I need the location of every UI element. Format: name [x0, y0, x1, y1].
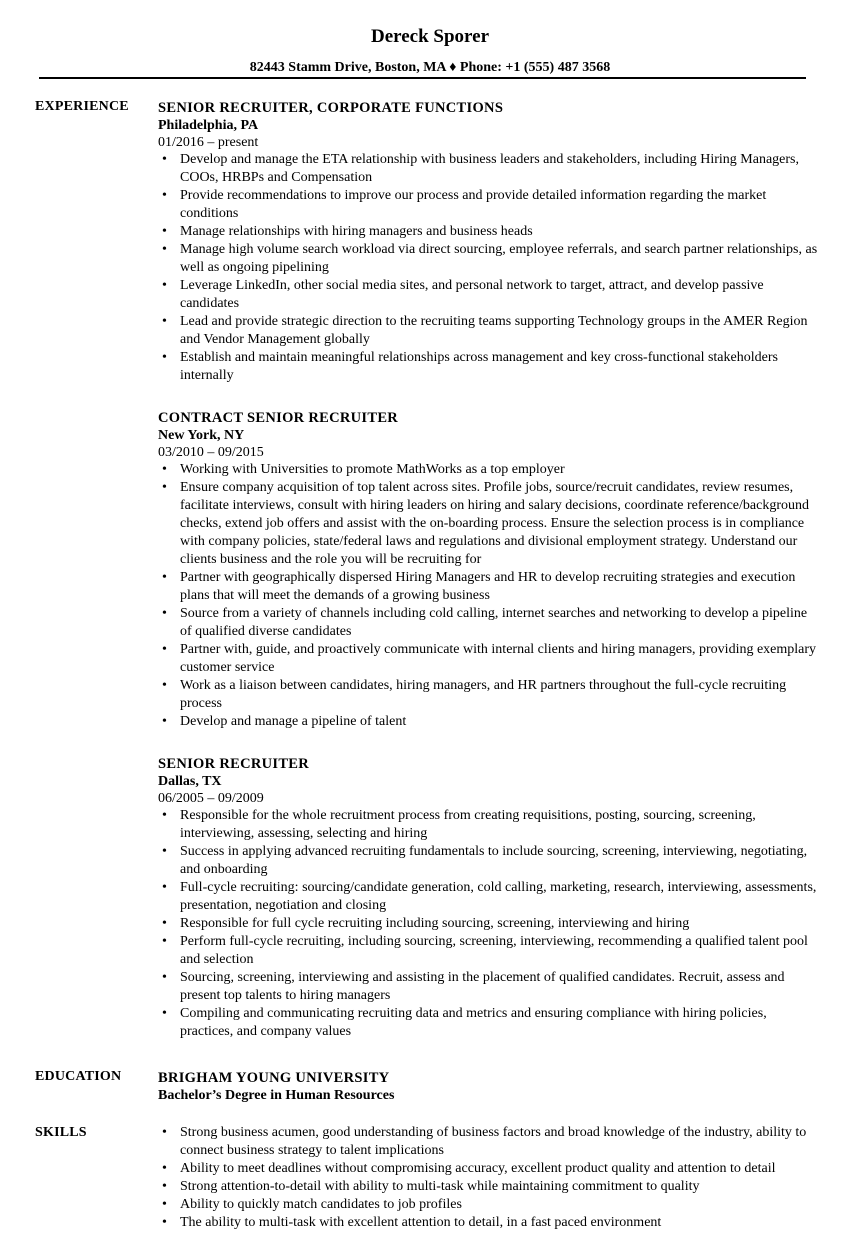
job-bullet: • Partner with geographically dispersed Hiring Managers and HR to develop recruiting strategies and execution plans that will meet the demands of a growing business	[158, 569, 818, 605]
job-bullet: • Source from a variety of channels including cold calling, internet searches and networking to develop a pipeline of qualified diverse candidates	[158, 605, 818, 641]
skill-item: • Strong attention-to-detail with ability to multi-task while maintaining commitment to quality	[158, 1178, 818, 1196]
job-location: Philadelphia, PA	[158, 118, 259, 133]
job-bullet: • Provide recommendations to improve our process and provide detailed information regarding the market conditions	[158, 187, 818, 223]
job-bullet: • Develop and manage the ETA relationship with business leaders and stakeholders, including Hiring Managers, COOs, HRBPs and Compensation	[158, 151, 818, 187]
job-bullet: • Full-cycle recruiting: sourcing/candidate generation, cold calling, marketing, research, interviewing, assessments, presentation, negotiation and closing	[158, 879, 818, 915]
school-name: BRIGHAM YOUNG UNIVERSITY	[158, 1070, 390, 1086]
job-bullet-list	[158, 461, 818, 731]
job-dates: 06/2005 – 09/2009	[158, 791, 264, 806]
job-bullet: • Sourcing, screening, interviewing and assisting in the placement of qualified candidates. Recruit, assess and present top talents to hiring managers	[158, 969, 818, 1005]
job-bullet: • Compiling and communicating recruiting data and metrics and ensuring compliance with hiring policies, practices, and company values	[158, 1005, 818, 1041]
job-title: SENIOR RECRUITER, CORPORATE FUNCTIONS	[158, 100, 504, 116]
skill-item: • Ability to quickly match candidates to job profiles	[158, 1196, 818, 1214]
header-divider	[39, 77, 806, 79]
skill-item: • The ability to multi-task with excellent attention to detail, in a fast paced environment	[158, 1214, 818, 1232]
job-bullet: • Working with Universities to promote MathWorks as a top employer	[158, 461, 818, 479]
job-bullet: • Lead and provide strategic direction to the recruiting teams supporting Technology groups in the AMER Region and Vendor Management globally	[158, 313, 818, 349]
job-location: Dallas, TX	[158, 774, 222, 789]
job-entry	[158, 755, 818, 1041]
job-title: SENIOR RECRUITER	[158, 756, 310, 772]
experience-heading: EXPERIENCE	[35, 99, 129, 114]
job-bullet: • Manage relationships with hiring managers and business heads	[158, 223, 818, 241]
contact-line: 82443 Stamm Drive, Boston, MA ♦ Phone: +1 (555) 487 3568	[249, 60, 611, 75]
job-bullet: • Perform full-cycle recruiting, including sourcing, screening, interviewing, recommending a qualified talent pool and selection	[158, 933, 818, 969]
job-location: New York, NY	[158, 428, 245, 443]
skills-list	[158, 1124, 818, 1232]
job-bullet: • Develop and manage a pipeline of talent	[158, 713, 818, 731]
skills-entry	[158, 1124, 818, 1232]
job-bullet: • Responsible for full cycle recruiting including sourcing, screening, interviewing and hiring	[158, 915, 818, 933]
job-bullet: • Ensure company acquisition of top talent across sites. Profile jobs, source/recruit candidates, review resumes, facilitate interviews, consult with hiring leaders on hiring and salary decisions, coordinate reference/background checks, extend job offers and assist with the on-boarding process. Ensure the selection process is in compliance with company policies, state/federal laws and regulations and divisional employment strategy. Understand our clients business and the role you will be recruiting for	[158, 479, 818, 569]
job-bullet: • Success in applying advanced recruiting fundamentals to include sourcing, screening, interviewing, negotiating, and onboarding	[158, 843, 818, 879]
education-heading: EDUCATION	[35, 1069, 122, 1084]
degree: Bachelor’s Degree in Human Resources	[158, 1088, 395, 1103]
skills-heading: SKILLS	[35, 1125, 87, 1140]
job-entry	[158, 409, 818, 731]
job-dates: 01/2016 – present	[158, 135, 259, 150]
job-bullet: • Responsible for the whole recruitment process from creating requisitions, posting, sourcing, screening, interviewing, assessing, selecting and hiring	[158, 807, 818, 843]
candidate-name: Dereck Sporer	[370, 26, 490, 47]
job-bullet: • Leverage LinkedIn, other social media sites, and personal network to target, attract, and develop passive candidates	[158, 277, 818, 313]
job-bullet: • Manage high volume search workload via direct sourcing, employee referrals, and search partner relationships, as well as ongoing pipelining	[158, 241, 818, 277]
education-entry	[158, 1069, 818, 1105]
job-bullet: • Partner with, guide, and proactively communicate with internal clients and hiring managers, providing exemplary customer service	[158, 641, 818, 677]
job-bullet: • Establish and maintain meaningful relationships across management and key cross-functional stakeholders internally	[158, 349, 818, 385]
skill-item: • Strong business acumen, good understanding of business factors and broad knowledge of the industry, ability to connect business strategy to talent implications	[158, 1124, 818, 1160]
job-bullet-list	[158, 807, 818, 1041]
job-bullet: • Work as a liaison between candidates, hiring managers, and HR partners throughout the full-cycle recruiting process	[158, 677, 818, 713]
job-entry	[158, 99, 818, 385]
job-dates: 03/2010 – 09/2015	[158, 445, 264, 460]
job-bullet-list	[158, 151, 818, 385]
job-title: CONTRACT SENIOR RECRUITER	[158, 410, 399, 426]
skill-item: • Ability to meet deadlines without compromising accuracy, excellent product quality and attention to detail	[158, 1160, 818, 1178]
